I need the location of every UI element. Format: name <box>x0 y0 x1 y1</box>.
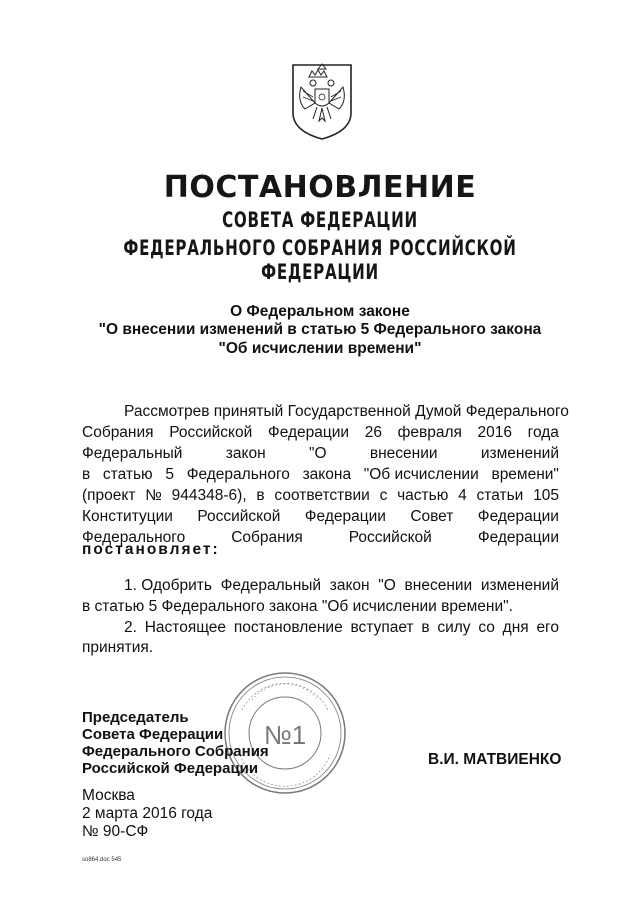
signatory-position-line4: Российской Федерации <box>82 760 259 777</box>
stamp-number: №1 <box>263 720 307 750</box>
word: 4 <box>458 487 467 504</box>
word: вступает <box>350 619 414 636</box>
word: Федерации <box>477 508 559 525</box>
word: постановление <box>233 619 343 636</box>
paragraph-line: Рассмотрев принятый Государственной Думой Федерального <box>124 403 569 420</box>
word: дня <box>502 619 529 636</box>
word: изменений <box>480 577 559 594</box>
item2-line1 <box>124 618 559 638</box>
paragraph-line <box>82 423 559 443</box>
word: закон <box>225 445 266 462</box>
word: внесении <box>369 445 438 462</box>
signatory-position-line1: Председатель <box>82 709 189 726</box>
word: (проект <box>82 487 136 504</box>
word: закон <box>329 577 370 594</box>
document-title: ПОСТАНОВЛЕНИЕ <box>163 170 477 205</box>
paragraph-line <box>82 507 559 527</box>
word: Федерации <box>304 508 386 525</box>
coat-of-arms-emblem <box>289 61 355 141</box>
word: Настоящее <box>144 619 227 636</box>
item1-line2: в статью 5 Федерального закона "Об исчислении времени". <box>82 598 513 615</box>
word: "Об исчислении <box>363 466 479 483</box>
word: изменений <box>480 445 559 462</box>
item1-line1 <box>124 576 559 596</box>
word: в <box>82 466 91 483</box>
paragraph-line <box>82 465 559 485</box>
word: его <box>536 619 559 636</box>
word: в <box>256 487 265 504</box>
word: со <box>478 619 495 636</box>
word: статьи <box>476 487 524 504</box>
paragraph-line <box>82 444 559 464</box>
date: 2 марта 2016 года <box>82 805 213 822</box>
resolution-word: постановляет: <box>82 541 220 558</box>
word: 2. <box>124 619 137 636</box>
word: частью <box>397 487 449 504</box>
word: № <box>145 487 162 504</box>
subject-line1: О Федеральном законе <box>230 303 410 320</box>
document-number: № 90-СФ <box>82 823 149 840</box>
word: 2016 <box>477 424 513 441</box>
word: статью <box>102 466 153 483</box>
word: внесении <box>404 577 473 594</box>
word: в <box>421 619 430 636</box>
word: 1. Одобрить <box>124 577 212 594</box>
footer-file-reference: so864.doc 545 <box>82 857 122 863</box>
word: 944348-6), <box>171 487 247 504</box>
word: силу <box>437 619 471 636</box>
official-seal-stamp <box>222 670 348 796</box>
word: года <box>527 424 559 441</box>
word: закона <box>302 466 352 483</box>
word: Федеральный <box>220 577 322 594</box>
subject-line3: "Об исчислении времени" <box>218 340 422 357</box>
word: Российской <box>169 424 253 441</box>
word: Конституции <box>82 508 173 525</box>
document-subtitle-line2: ФЕДЕРАЛЬНОГО СОБРАНИЯ РОССИЙСКОЙ ФЕДЕРАЦИИ <box>123 236 517 284</box>
document-subtitle-line1: СОВЕТА ФЕДЕРАЦИИ <box>222 208 418 232</box>
word: с <box>379 487 388 504</box>
word: Федерального <box>186 466 290 483</box>
signatory-position-line3: Федерального Собрания <box>82 743 269 760</box>
subject-line2: "О внесении изменений в статью 5 Федерального закона <box>98 321 542 338</box>
signatory-position-line2: Совета Федерации <box>82 726 224 743</box>
word: 5 <box>165 466 174 483</box>
word: Российской <box>197 508 281 525</box>
word: Совет <box>410 508 454 525</box>
city: Москва <box>82 787 135 804</box>
word: Федерации <box>477 529 559 546</box>
item2-line2: принятия. <box>82 639 154 656</box>
word: Федеральный <box>82 445 183 462</box>
word: времени" <box>491 466 559 483</box>
word: 105 <box>533 487 559 504</box>
word: февраля <box>397 424 462 441</box>
word: "О <box>378 577 396 594</box>
word: Федерального <box>82 529 186 546</box>
word: соответствии <box>274 487 370 504</box>
word: Собрания <box>82 424 154 441</box>
word: 26 <box>364 424 382 441</box>
paragraph-line <box>82 486 559 506</box>
signatory-name: В.И. МАТВИЕНКО <box>428 751 562 768</box>
word: Собрания <box>231 529 303 546</box>
word: Федерации <box>267 424 350 441</box>
word: Российской <box>348 529 432 546</box>
word: "О <box>308 445 327 462</box>
